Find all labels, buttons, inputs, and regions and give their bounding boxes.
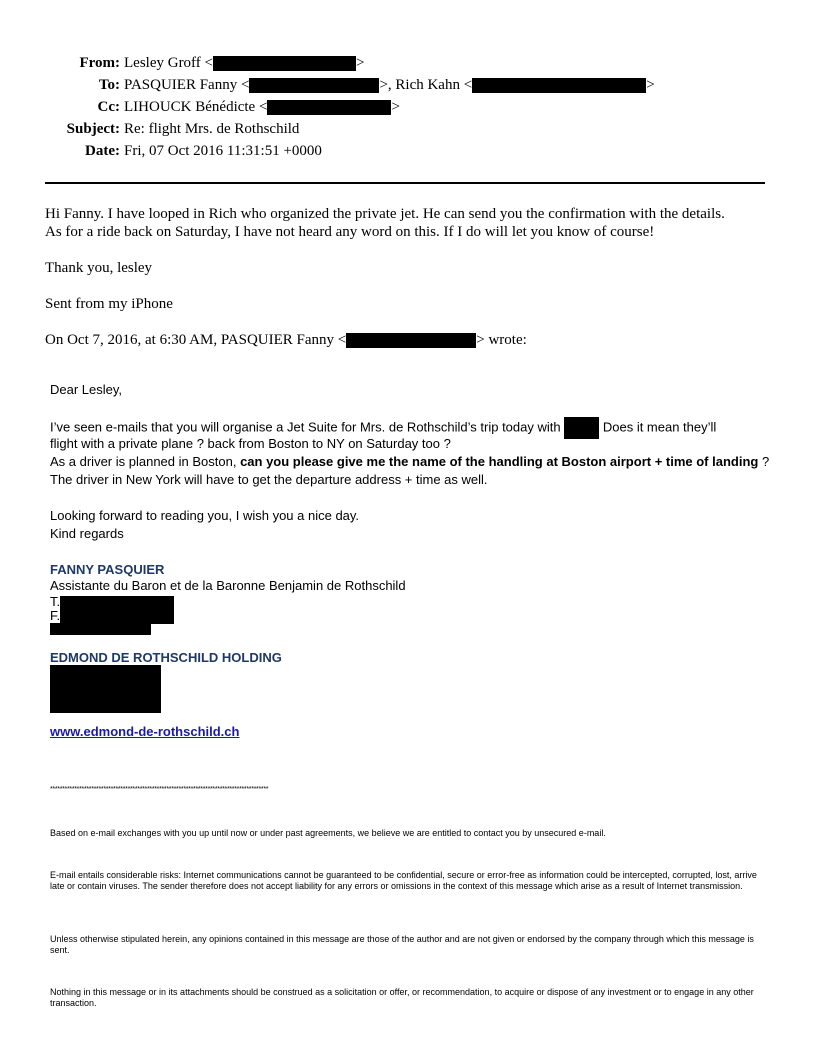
reply-line-1: Hi Fanny. I have looped in Rich who organized the private jet. He can send you the confirmation with the details. — [45, 206, 725, 222]
quote-intro — [45, 331, 527, 349]
fax-label: F. — [50, 608, 61, 623]
quoted-p2-b: ? — [761, 454, 770, 469]
quoted-p1-a: I’ve seen e-mails that you will organise a Jet Suite for Mrs. de Rothschild’s trip today with — [50, 419, 561, 435]
company-website-link[interactable]: www.edmond-de-rothschild.ch — [50, 724, 240, 739]
from-name: Lesley Groff < — [124, 55, 213, 71]
redacted-email — [267, 100, 391, 115]
subject-label: Subject: — [66, 121, 120, 137]
from-label: From: — [79, 55, 120, 71]
header-divider — [45, 182, 765, 184]
reply-thanks: Thank you, lesley — [45, 260, 153, 276]
quoted-line-4: The driver in New York will have to get the departure address + time as well. — [50, 472, 488, 487]
redacted-fax — [60, 610, 174, 624]
to-value — [124, 76, 655, 94]
signature-title: Assistante du Baron et de la Baronne Benjamin de Rothschild — [50, 578, 406, 593]
date-label: Date: — [85, 143, 120, 159]
reply-sent-from: Sent from my iPhone — [45, 296, 173, 312]
cc-label: Cc: — [97, 99, 120, 115]
quoted-p2-bold: can you please give me the name of the handling at Boston airport + time of landing — [240, 454, 759, 469]
to-mid: >, Rich Kahn < — [379, 77, 473, 93]
disclaimer-p2: E-mail entails considerable risks: Internet communications cannot be guaranteed to be confidential, secure or error-free as information could be intercepted, corrupted, lost, arrive late or contain viruses. The sender therefore does not accept liability for any errors or omissions in the context of this message which arise as a result of Internet transmission. — [50, 870, 757, 891]
redacted-email — [346, 333, 476, 348]
signature-name: FANNY PASQUIER — [50, 562, 165, 577]
signature-fax — [50, 608, 174, 624]
disclaimer-p1: Based on e-mail exchanges with you up until now or under past agreements, we believe we are entitled to contact you by unsecured e-mail. — [50, 828, 606, 838]
phone-label: T. — [50, 594, 61, 609]
redacted-email — [213, 56, 356, 71]
redacted-email — [472, 78, 646, 93]
quoted-line-3 — [50, 453, 769, 471]
disclaimer-p3: Unless otherwise stipulated herein, any opinions contained in this message are those of the author and are not given or endorsed by the company through which this message is sent. — [50, 934, 754, 955]
redacted-email — [249, 78, 379, 93]
quoted-closing-1: Looking forward to reading you, I wish you a nice day. — [50, 508, 360, 523]
from-value — [124, 54, 364, 72]
quoted-p2-a: As a driver is planned in Boston, — [50, 454, 237, 469]
cc-close: > — [391, 99, 400, 115]
quote-intro-end: > wrote: — [476, 332, 527, 348]
disclaimer-separator: ****************************************************************************************** — [50, 786, 269, 793]
redacted-name — [564, 417, 599, 439]
to-name-1: PASQUIER Fanny < — [124, 77, 250, 93]
quoted-closing-2: Kind regards — [50, 526, 124, 541]
quote-intro-start: On Oct 7, 2016, at 6:30 AM, PASQUIER Fanny < — [45, 332, 347, 348]
signature-company: EDMOND DE ROTHSCHILD HOLDING — [50, 650, 282, 665]
to-close: > — [646, 77, 655, 93]
cc-name: LIHOUCK Bénédicte < — [124, 99, 268, 115]
quoted-line-2: flight with a private plane ? back from Boston to NY on Saturday too ? — [50, 436, 451, 451]
cc-value — [124, 98, 400, 116]
redacted-contact — [50, 623, 151, 635]
redacted-address — [50, 665, 161, 713]
subject-value: Re: flight Mrs. de Rothschild — [124, 121, 300, 137]
to-label: To: — [98, 77, 120, 93]
disclaimer-p4: Nothing in this message or in its attachments should be construed as a solicitation or offer, or recommendation, to acquire or dispose of any investment or to engage in any other transaction. — [50, 987, 754, 1008]
quoted-p1-b: Does it mean they’ll — [602, 419, 717, 435]
reply-line-2: As for a ride back on Saturday, I have not heard any word on this. If I do will let you know of course! — [45, 224, 655, 240]
date-value: Fri, 07 Oct 2016 11:31:51 +0000 — [124, 143, 322, 159]
quoted-greeting: Dear Lesley, — [50, 382, 123, 397]
from-close: > — [356, 55, 365, 71]
